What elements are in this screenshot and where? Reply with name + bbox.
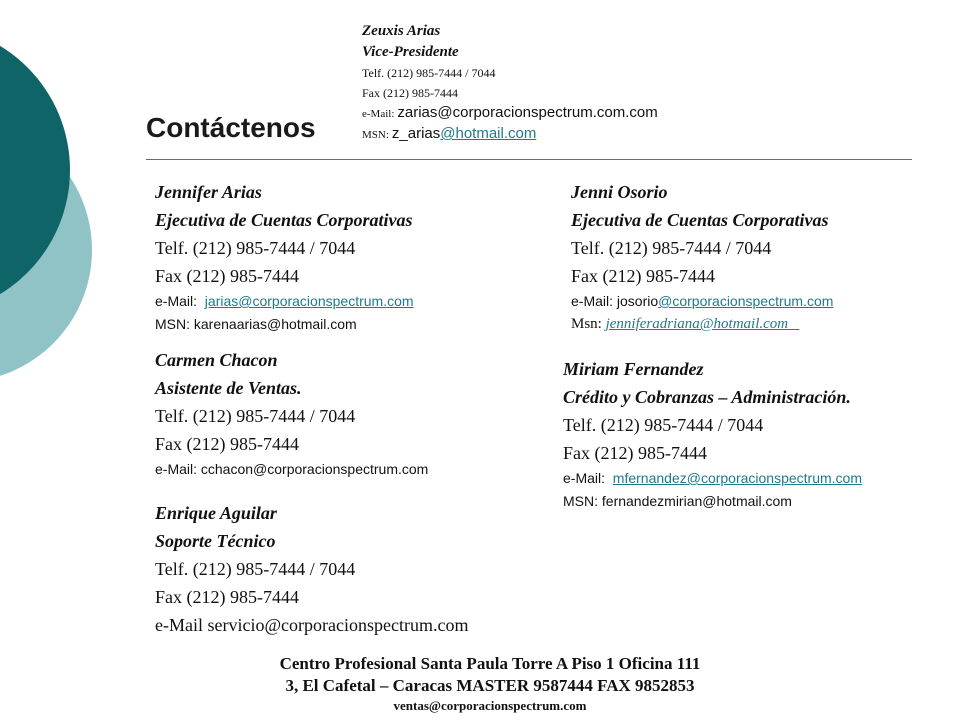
contact-carmen-chacon	[155, 346, 428, 481]
contact-jenni-osorio	[571, 178, 833, 336]
contact-name: Miriam Fernandez	[563, 359, 704, 379]
contact-role: Ejecutiva de Cuentas Corporativas	[155, 210, 413, 230]
contact-email: e-Mail: cchacon@corporacionspectrum.com	[155, 461, 429, 477]
contact-role: Soporte Técnico	[155, 531, 276, 551]
contact-role: Vice-Presidente	[362, 44, 459, 60]
contact-phone: Telf. (212) 985-7444 / 7044	[155, 238, 356, 258]
msn-label: Msn:	[571, 316, 606, 332]
contact-fax: Fax (212) 985-7444	[571, 266, 715, 286]
contact-role: Ejecutiva de Cuentas Corporativas	[571, 210, 829, 230]
contact-miriam-fernandez	[563, 355, 862, 513]
contact-email-line	[362, 103, 658, 124]
footer-address	[0, 653, 960, 715]
page-title: Contáctenos	[146, 112, 316, 143]
contact-phone: Telf. (212) 985-7444 / 7044	[362, 66, 496, 80]
contact-name: Jenni Osorio	[571, 182, 668, 202]
contact-role: Asistente de Ventas.	[155, 378, 302, 398]
contact-zeuxis-arias	[362, 21, 658, 145]
contact-email: zarias@corporacionspectrum.com.com	[397, 104, 658, 121]
contact-name: Enrique Aguilar	[155, 503, 277, 523]
msn-label: MSN:	[362, 129, 389, 141]
contact-fax: Fax (212) 985-7444	[155, 587, 299, 607]
msn-link[interactable]: jenniferadriana@hotmail.com	[605, 316, 789, 332]
contact-fax: Fax (212) 985-7444	[155, 434, 299, 454]
email-label: e-Mail:	[563, 470, 606, 486]
contact-email-line	[563, 467, 862, 490]
email-link[interactable]: jarias@corporacionspectrum.com	[204, 293, 414, 309]
contact-msn: MSN: karenaarias@hotmail.com	[155, 316, 357, 332]
contact-enrique-aguilar	[155, 499, 468, 639]
contact-fax: Fax (212) 985-7444	[362, 86, 458, 100]
title-divider	[146, 159, 912, 160]
email-link[interactable]: mfernandez@corporacionspectrum.com	[612, 470, 863, 486]
contact-phone: Telf. (212) 985-7444 / 7044	[155, 559, 356, 579]
contact-fax: Fax (212) 985-7444	[155, 266, 299, 286]
email-link[interactable]: @corporacionspectrum.com	[658, 293, 834, 309]
msn-link[interactable]: @hotmail.com	[440, 125, 537, 142]
contact-name: Zeuxis Arias	[362, 23, 441, 39]
contact-msn-line	[362, 124, 658, 145]
contact-msn-line	[571, 313, 833, 336]
contact-fax: Fax (212) 985-7444	[563, 443, 707, 463]
footer-line-2: 3, El Cafetal – Caracas MASTER 9587444 FAX 9852853	[285, 676, 695, 695]
msn-user: z_arias	[391, 125, 441, 142]
email-label: e-Mail: josorio	[571, 293, 659, 309]
contact-name: Carmen Chacon	[155, 350, 278, 370]
contact-jennifer-arias	[155, 178, 414, 336]
contact-email-line	[155, 290, 414, 313]
email-label: e-Mail:	[362, 108, 395, 120]
footer-email: ventas@corporacionspectrum.com	[393, 698, 587, 713]
contact-name: Jennifer Arias	[155, 182, 262, 202]
email-label: e-Mail:	[155, 293, 198, 309]
contact-email-line	[571, 290, 833, 313]
contact-phone: Telf. (212) 985-7444 / 7044	[571, 238, 772, 258]
contact-phone: Telf. (212) 985-7444 / 7044	[563, 415, 764, 435]
contact-msn: MSN: fernandezmirian@hotmail.com	[563, 493, 792, 509]
contact-email: e-Mail servicio@corporacionspectrum.com	[155, 615, 469, 635]
contact-phone: Telf. (212) 985-7444 / 7044	[155, 406, 356, 426]
footer-line-1: Centro Profesional Santa Paula Torre A Piso 1 Oficina 111	[279, 654, 701, 673]
contact-role: Crédito y Cobranzas – Administración.	[563, 387, 851, 407]
decorative-teal-circles	[0, 0, 100, 380]
